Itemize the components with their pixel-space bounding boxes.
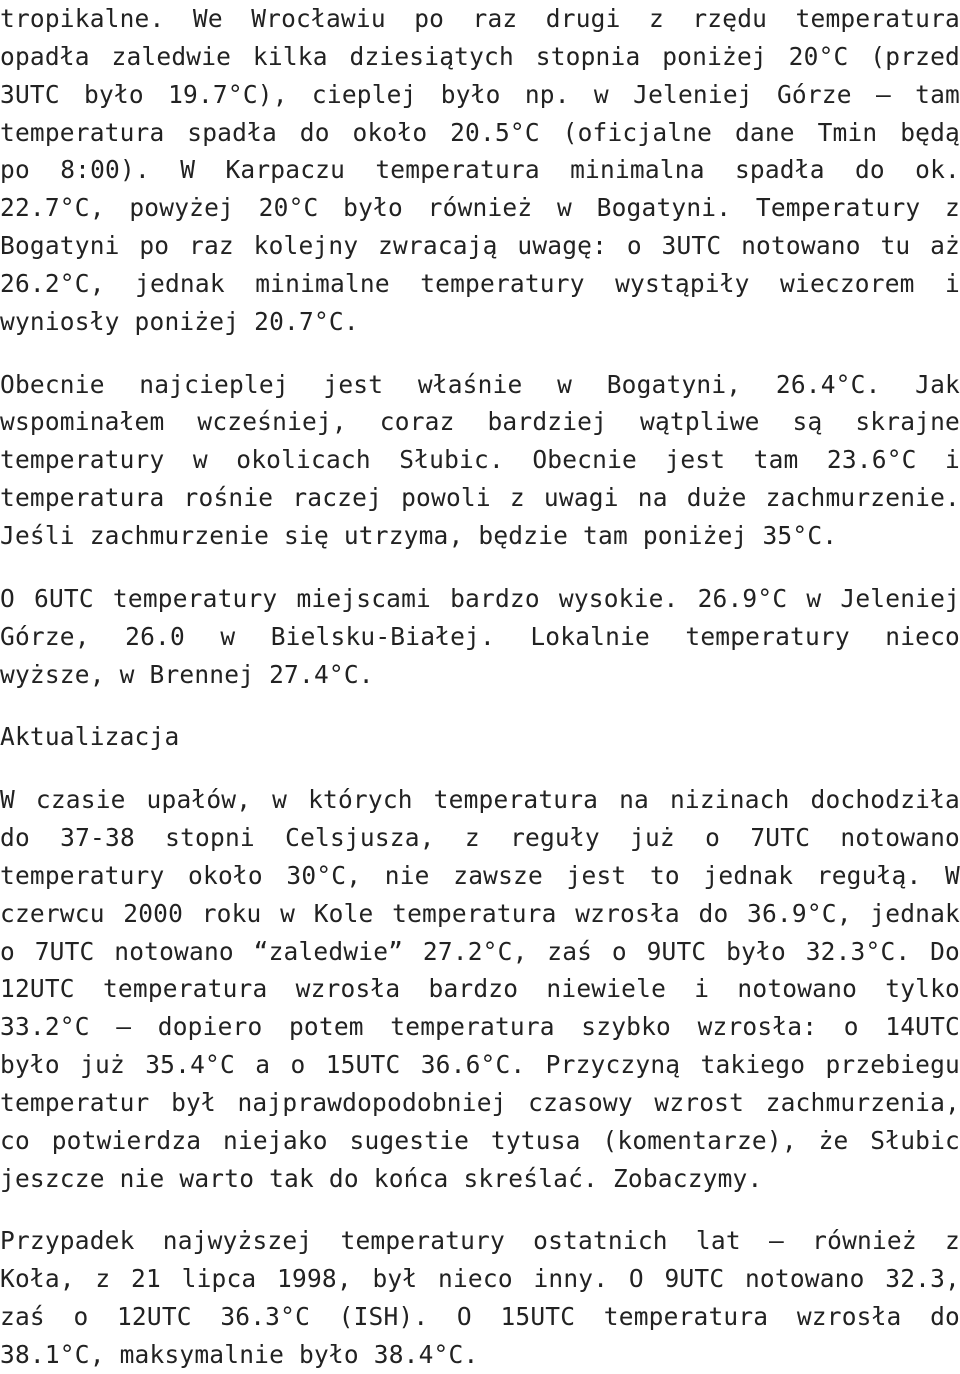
text-line: wspominałem wcześniej, coraz bardziej wątpliwe są skrajne	[0, 407, 960, 437]
text-line: W czasie upałów, w których temperatura na nizinach dochodziła	[0, 785, 960, 815]
paragraph-update	[0, 781, 960, 1197]
text-line: Obecnie najcieplej jest właśnie w Bogatyni, 26.4°C. Jak	[0, 369, 960, 399]
paragraph-kolo-1998	[0, 1222, 960, 1373]
text-line: temperatura spadła do około 20.5°C (oficjalne dane Tmin będą	[0, 117, 960, 147]
update-heading: Aktualizacja	[0, 722, 180, 752]
text-line: tropikalne. We Wrocławiu po raz drugi z rzędu temperatura	[0, 4, 960, 33]
paragraph-current-warmest	[0, 366, 960, 555]
text-line: 26.2°C, jednak minimalne temperatury wystąpiły wieczorem i	[0, 268, 960, 298]
text-line: temperatur był najprawdopodobniej czasowy wzrost zachmurzenia,	[0, 1087, 960, 1117]
text-line: 33.2°C – dopiero potem temperatura szybko wzrosła: o 14UTC	[0, 1012, 960, 1042]
text-line: czerwcu 2000 roku w Kole temperatura wzrosła do 36.9°C, jednak	[0, 898, 960, 928]
text-line: po 8:00). W Karpaczu temperatura minimalna spadła do ok.	[0, 155, 960, 185]
text-line: co potwierdza niejako sugestie tytusa (komentarze), że Słubic	[0, 1125, 960, 1155]
text-line: zaś o 12UTC 36.3°C (ISH). O 15UTC temperatura wzrosła do	[0, 1302, 960, 1332]
text-line: Jeśli zachmurzenie się utrzyma, będzie tam poniżej 35°C.	[0, 520, 838, 550]
text-line: O 6UTC temperatury miejscami bardzo wysokie. 26.9°C w Jeleniej	[0, 583, 960, 613]
text-line: było już 35.4°C a o 15UTC 36.6°C. Przyczyną takiego przebiegu	[0, 1050, 960, 1080]
text-line: Przypadek najwyższej temperatury ostatnich lat – również z	[0, 1226, 960, 1256]
text-line: temperatura rośnie raczej powoli z uwagi na duże zachmurzenie.	[0, 483, 960, 513]
paragraph-night-minimums	[0, 0, 960, 341]
text-line: wyższe, w Brennej 27.4°C.	[0, 659, 374, 689]
text-line: temperatury około 30°C, nie zawsze jest to jednak regułą. W	[0, 860, 960, 890]
text-line: 22.7°C, powyżej 20°C było również w Bogatyni. Temperatury z	[0, 193, 960, 223]
text-line: wyniosły poniżej 20.7°C.	[0, 306, 359, 336]
text-line: do 37-38 stopni Celsjusza, z reguły już o 7UTC notowano	[0, 823, 960, 853]
text-line: 3UTC było 19.7°C), cieplej było np. w Jeleniej Górze – tam	[0, 79, 960, 109]
text-line: temperatury w okolicach Słubic. Obecnie jest tam 23.6°C i	[0, 445, 960, 475]
text-line: opadła zaledwie kilka dziesiątych stopnia poniżej 20°C (przed	[0, 41, 960, 71]
text-line: Górze, 26.0 w Bielsku-Białej. Lokalnie temperatury nieco	[0, 621, 960, 651]
text-line: Koła, z 21 lipca 1998, był nieco inny. O 9UTC notowano 32.3,	[0, 1264, 960, 1294]
text-line: 12UTC temperatura wzrosła bardzo niewiele i notowano tylko	[0, 974, 960, 1004]
text-line: Bogatyni po raz kolejny zwracają uwagę: o 3UTC notowano tu aż	[0, 231, 960, 261]
paragraph-6utc	[0, 580, 960, 694]
text-line: 38.1°C, maksymalnie było 38.4°C.	[0, 1340, 479, 1369]
text-line: o 7UTC notowano “zaledwie” 27.2°C, zaś o 9UTC było 32.3°C. Do	[0, 936, 960, 966]
text-line: jeszcze nie warto tak do końca skreślać. Zobaczymy.	[0, 1163, 763, 1193]
